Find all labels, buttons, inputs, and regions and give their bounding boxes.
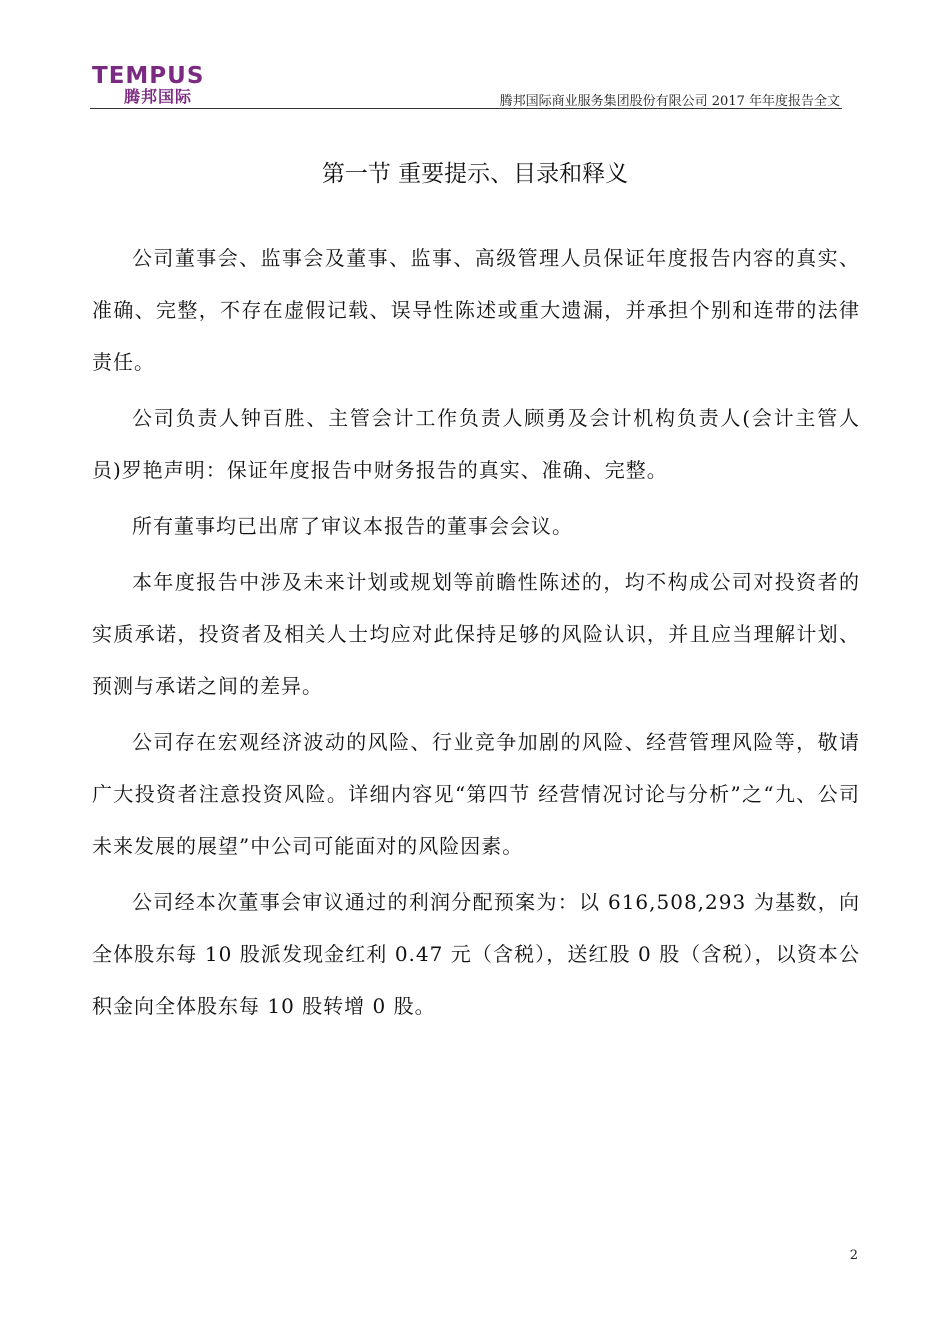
header-divider [90,108,842,109]
paragraph-responsibility: 公司董事会、监事会及董事、监事、高级管理人员保证年度报告内容的真实、准确、完整，不存在虚假记载、误导性陈述或重大遗漏，并承担个别和连带的法律责任。 [92,246,860,374]
paragraph-forward-looking: 本年度报告中涉及未来计划或规划等前瞻性陈述的，均不构成公司对投资者的实质承诺，投资者及相关人士均应对此保持足够的风险认识，并且应当理解计划、预测与承诺之间的差异。 [92,570,860,698]
company-logo [92,64,232,106]
document-body [92,232,860,1036]
logo-english-text: TEMPUS [92,63,205,89]
paragraph-profit-distribution: 公司经本次董事会审议通过的利润分配预案为：以 616,508,293 为基数，向全体股东每 10 股派发现金红利 0.47 元（含税），送红股 0 股（含税），以资本公积金向全体股东每 10 股转增 0 股。 [92,890,860,1018]
section-title: 第一节 重要提示、目录和释义 [321,161,629,187]
paragraph-risk-warning: 公司存在宏观经济波动的风险、行业竞争加剧的风险、经营管理风险等，敬请广大投资者注意投资风险。详细内容见“第四节 经营情况讨论与分析”之“九、公司未来发展的展望”中公司可能面对的风险因素。 [92,730,860,858]
logo-chinese-text: 腾邦国际 [124,87,193,106]
paragraph-board-attendance: 所有董事均已出席了审议本报告的董事会会议。 [132,514,573,538]
page-number: 2 [849,1248,858,1263]
paragraph-financial-statement: 公司负责人钟百胜、主管会计工作负责人顾勇及会计机构负责人(会计主管人员)罗艳声明：保证年度报告中财务报告的真实、准确、完整。 [92,406,860,482]
report-header-title: 腾邦国际商业服务集团股份有限公司 2017 年年度报告全文 [499,94,840,109]
